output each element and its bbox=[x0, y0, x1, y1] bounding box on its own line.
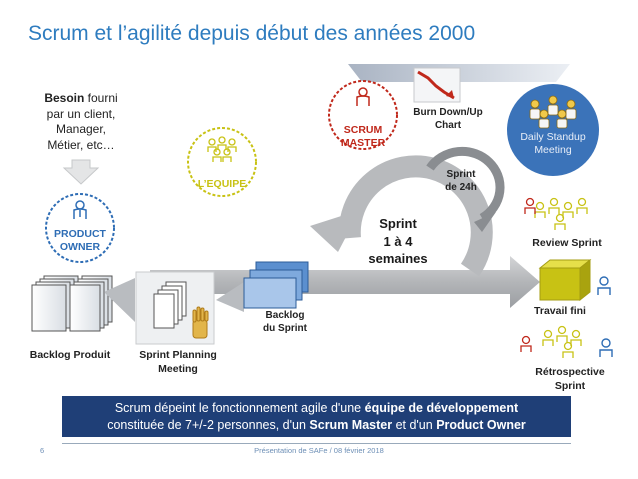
sprint-main-line2: 1 à 4 bbox=[383, 233, 413, 249]
daily-label bbox=[511, 131, 595, 157]
daily-line2: Meeting bbox=[534, 144, 572, 157]
equipe-label: L’EQUIPE bbox=[197, 178, 247, 190]
down-arrow-icon bbox=[64, 160, 98, 184]
sprint-planning-label bbox=[130, 349, 226, 376]
review-team-icon bbox=[535, 199, 587, 231]
daily-line1: Daily Standup bbox=[520, 131, 586, 143]
retro-line1: Rétrospective bbox=[535, 366, 605, 378]
banner-b3: Product Owner bbox=[436, 417, 526, 432]
scrum-master-label bbox=[333, 124, 393, 150]
travail-label: Travail fini bbox=[534, 305, 586, 317]
document-stack-icon bbox=[32, 276, 112, 331]
banner-p2: constituée de 7+/-2 personnes, d'un bbox=[107, 417, 310, 432]
scrum-master-line1: SCRUM bbox=[343, 124, 383, 136]
backlog-sprint-line2: du Sprint bbox=[263, 323, 307, 334]
footer-text: Présentation de SAFe / 08 février 2018 bbox=[254, 446, 384, 455]
product-owner-line2: OWNER bbox=[59, 241, 101, 254]
banner-b2: Scrum Master bbox=[309, 417, 393, 432]
sprint-main-label bbox=[368, 215, 428, 268]
retro-line2: Sprint bbox=[554, 379, 586, 392]
burndown-label bbox=[402, 106, 494, 132]
review-person-icon bbox=[525, 199, 535, 215]
banner-p3: et d'un bbox=[392, 417, 437, 432]
page-number: 6 bbox=[40, 446, 45, 455]
burndown-line2: Chart bbox=[434, 120, 462, 131]
besoin-line3: Manager, bbox=[55, 122, 107, 137]
retro-label bbox=[520, 366, 620, 393]
backlog-sprint-line1: Backlog bbox=[265, 310, 305, 321]
cube-icon bbox=[540, 260, 590, 300]
hand-icon bbox=[193, 307, 208, 338]
footer-divider bbox=[62, 443, 571, 444]
banner-b1: équipe de développement bbox=[364, 401, 519, 415]
sprint-main-line3: semaines bbox=[368, 251, 428, 267]
product-owner-line1: PRODUCT bbox=[54, 228, 106, 240]
backlog-sprint-stack bbox=[244, 262, 308, 308]
besoin-line2: par un client, bbox=[46, 106, 116, 121]
besoin-line4: Métier, etc… bbox=[47, 137, 115, 152]
banner-p1: Scrum dépeint le fonctionnement agile d'une bbox=[114, 401, 365, 415]
chart-icon bbox=[414, 68, 460, 102]
page-title: Scrum et l’agilité depuis début des années 2000 bbox=[28, 22, 476, 45]
sprint-main-line1: Sprint bbox=[379, 216, 417, 231]
summary-banner bbox=[62, 396, 571, 437]
sprint24-line2: de 24h bbox=[445, 182, 477, 193]
sprint-planning-line2: Meeting bbox=[158, 362, 198, 375]
sprint24-line1: Sprint bbox=[446, 169, 476, 180]
retro-person-red-icon bbox=[521, 337, 531, 353]
scrum-master-line2: MASTER bbox=[340, 137, 386, 150]
backlog-produit-label: Backlog Produit bbox=[29, 349, 111, 361]
burndown-line1: Burn Down/Up bbox=[413, 107, 483, 118]
product-owner-label bbox=[46, 228, 114, 254]
travail-person-icon bbox=[598, 277, 610, 295]
review-label: Review Sprint bbox=[532, 237, 602, 249]
besoin-rest: fourni bbox=[84, 91, 118, 105]
retro-team-icon bbox=[543, 327, 581, 359]
backlog-sprint-label bbox=[250, 309, 320, 335]
retro-person-blue-icon bbox=[600, 339, 612, 357]
besoin-text bbox=[20, 91, 142, 153]
sprint24-label bbox=[436, 168, 486, 194]
besoin-bold: Besoin bbox=[44, 91, 85, 105]
sprint-planning-line1: Sprint Planning bbox=[139, 349, 217, 361]
